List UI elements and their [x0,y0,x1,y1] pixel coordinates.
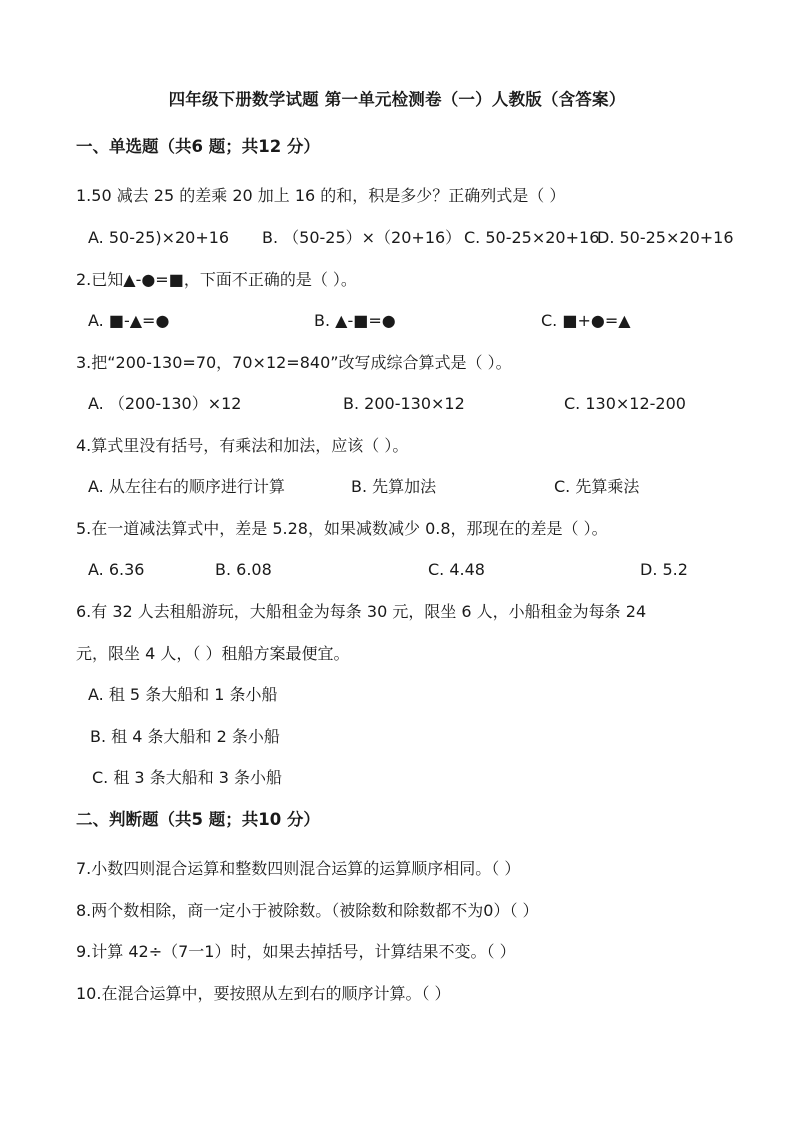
q5-option-a[interactable]: A. 6.36 [88,560,145,579]
section-single-choice: 一、单选题（共6 题；共12 分） [76,137,320,156]
question-7: 7.小数四则混合运算和整数四则混合运算的运算顺序相同。（ ） [76,859,521,878]
question-8: 8.两个数相除，商一定小于被除数。（被除数和除数都不为0）（ ） [76,901,539,920]
q1-option-d[interactable]: D. 50-25×20+16 [597,228,734,247]
q1-option-b[interactable]: B. （50-25）×（20+16） [262,228,462,247]
q6-option-c[interactable]: C. 租 3 条大船和 3 条小船 [92,768,283,787]
q5-option-c[interactable]: C. 4.48 [428,560,485,579]
q4-option-b[interactable]: B. 先算加法 [351,477,437,496]
exam-title: 四年级下册数学试题 第一单元检测卷（一）人教版（含答案） [168,90,626,109]
q1-option-c[interactable]: C. 50-25×20+16 [464,228,600,247]
q6-option-b[interactable]: B. 租 4 条大船和 2 条小船 [90,727,280,746]
q6-option-a[interactable]: A. 租 5 条大船和 1 条小船 [88,685,278,704]
q2-option-c[interactable]: C. ■+●=▲ [541,311,631,330]
question-9: 9.计算 42÷（7一1）时，如果去掉括号，计算结果不变。（ ） [76,942,516,961]
q1-option-a[interactable]: A. 50-25)×20+16 [88,228,230,247]
question-6-line-1: 6.有 32 人去租船游玩，大船租金为每条 30 元，限坐 6 人，小船租金为每条 24 [76,602,647,621]
q3-option-a[interactable]: A. （200-130）×12 [88,394,242,413]
q4-option-a[interactable]: A. 从左往右的顺序进行计算 [88,477,285,496]
q2-option-b[interactable]: B. ▲-■=● [314,311,396,330]
q5-option-d[interactable]: D. 5.2 [640,560,688,579]
q5-option-b[interactable]: B. 6.08 [215,560,272,579]
question-2: 2.已知▲-●=■，下面不正确的是（ ）。 [76,270,357,289]
question-4: 4.算式里没有括号，有乘法和加法，应该（ ）。 [76,436,409,455]
q4-option-c[interactable]: C. 先算乘法 [554,477,640,496]
question-1: 1.50 减去 25 的差乘 20 加上 16 的和，积是多少？正确列式是（ ） [76,186,566,205]
question-10: 10.在混合运算中，要按照从左到右的顺序计算。（ ） [76,984,451,1003]
question-6-line-2: 元，限坐 4 人，（ ）租船方案最便宜。 [76,644,350,663]
question-5: 5.在一道减法算式中，差是 5.28，如果减数减少 0.8，那现在的差是（ ）。 [76,519,608,538]
question-3: 3.把“200-130=70，70×12=840”改写成综合算式是（ ）。 [76,353,512,372]
section-true-false: 二、判断题（共5 题；共10 分） [76,810,320,829]
q3-option-c[interactable]: C. 130×12-200 [564,394,686,413]
q2-option-a[interactable]: A. ■-▲=● [88,311,170,330]
q3-option-b[interactable]: B. 200-130×12 [343,394,465,413]
